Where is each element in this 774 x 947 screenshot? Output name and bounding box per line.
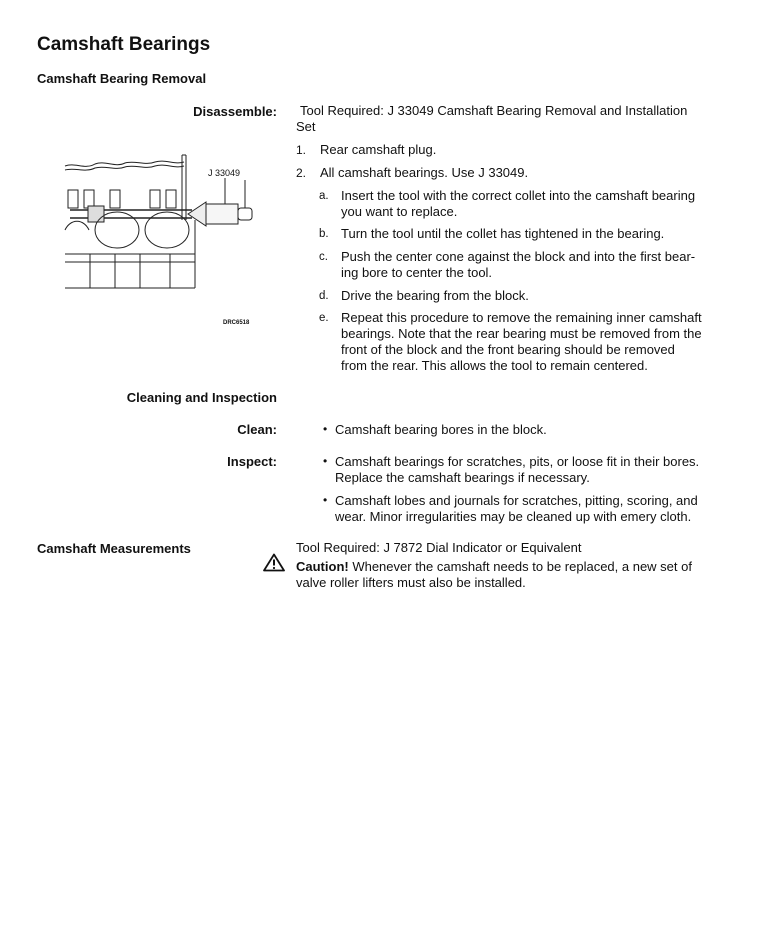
bullet-line: Camshaft bearings for scratches, pits, or loose fit in their bores. [335, 454, 700, 469]
caution-text-2: valve roller lifters must also be installed. [296, 575, 526, 590]
page-title: Camshaft Bearings [37, 34, 211, 55]
disassemble-label: Disassemble: [193, 104, 277, 119]
bullet-marker: • [323, 493, 328, 507]
substep-line: Push the center cone against the block and into the first bear- [341, 249, 696, 264]
bullet-item [335, 493, 698, 525]
bullet-marker: • [323, 454, 328, 468]
measurements-tool-required: Tool Required: J 7872 Dial Indicator or Equivalent [296, 540, 582, 555]
bullet-line: Camshaft bearing bores in the block. [335, 422, 547, 437]
cleaning-heading: Cleaning and Inspection [126, 390, 277, 405]
camshaft-tool-illustration [60, 150, 275, 330]
substep-letter: d. [319, 290, 329, 302]
measurements-label: Camshaft Measurements [37, 541, 191, 556]
substep-line: ing bore to center the tool. [341, 265, 493, 280]
substep-letter: c. [319, 251, 328, 263]
substep-line: bearings. Note that the rear bearing must be removed from the [341, 326, 702, 341]
figure-code: DRC6518 [223, 320, 250, 326]
substep-line: Repeat this procedure to remove the remaining inner camshaft [341, 310, 702, 325]
substep-text [341, 288, 529, 304]
disassemble-tool-required [296, 103, 687, 135]
substep-line: Drive the bearing from the block. [341, 288, 529, 303]
substep-text [341, 188, 695, 220]
substep-text [341, 226, 664, 242]
caution-text-1: Whenever the camshaft needs to be replaced, a new set of [348, 559, 692, 574]
bullet-line: Camshaft lobes and journals for scratches, pitting, scoring, and [335, 493, 698, 508]
warning-triangle-icon [263, 553, 285, 572]
clean-label: Clean: [237, 422, 277, 437]
bullet-item [335, 422, 547, 438]
section-title-removal: Camshaft Bearing Removal [37, 71, 207, 86]
tool-line-1: Tool Required: J 33049 Camshaft Bearing Removal and Installation [300, 103, 688, 118]
figure-callout: J 33049 [208, 168, 241, 178]
substep-letter: e. [319, 312, 329, 324]
substep-text [341, 249, 695, 281]
step-number: 1. [296, 143, 307, 157]
substep-line: front of the block and the front bearing should be removed [341, 342, 675, 357]
bullet-line: wear. Minor irregularities may be cleaned up with emery cloth. [335, 509, 692, 524]
caution-label: Caution! [296, 559, 349, 574]
substep-line: Turn the tool until the collet has tightened in the bearing. [341, 226, 665, 241]
step-text: Rear camshaft plug. [320, 142, 437, 157]
substep-letter: b. [319, 228, 329, 240]
caution-note [296, 559, 692, 591]
substep-line: you want to replace. [341, 204, 458, 219]
substep-text [341, 310, 702, 374]
bullet-item [335, 454, 699, 486]
step-number: 2. [296, 166, 307, 180]
tool-line-2: Set [296, 119, 316, 134]
bullet-marker: • [323, 422, 328, 436]
step-text: All camshaft bearings. Use J 33049. [320, 165, 529, 180]
substep-line: Insert the tool with the correct collet into the camshaft bearing [341, 188, 696, 203]
bullet-line: Replace the camshaft bearings if necessary. [335, 470, 590, 485]
inspect-label: Inspect: [227, 454, 277, 469]
substep-line: from the rear. This allows the tool to remain centered. [341, 358, 648, 373]
substep-letter: a. [319, 190, 329, 202]
